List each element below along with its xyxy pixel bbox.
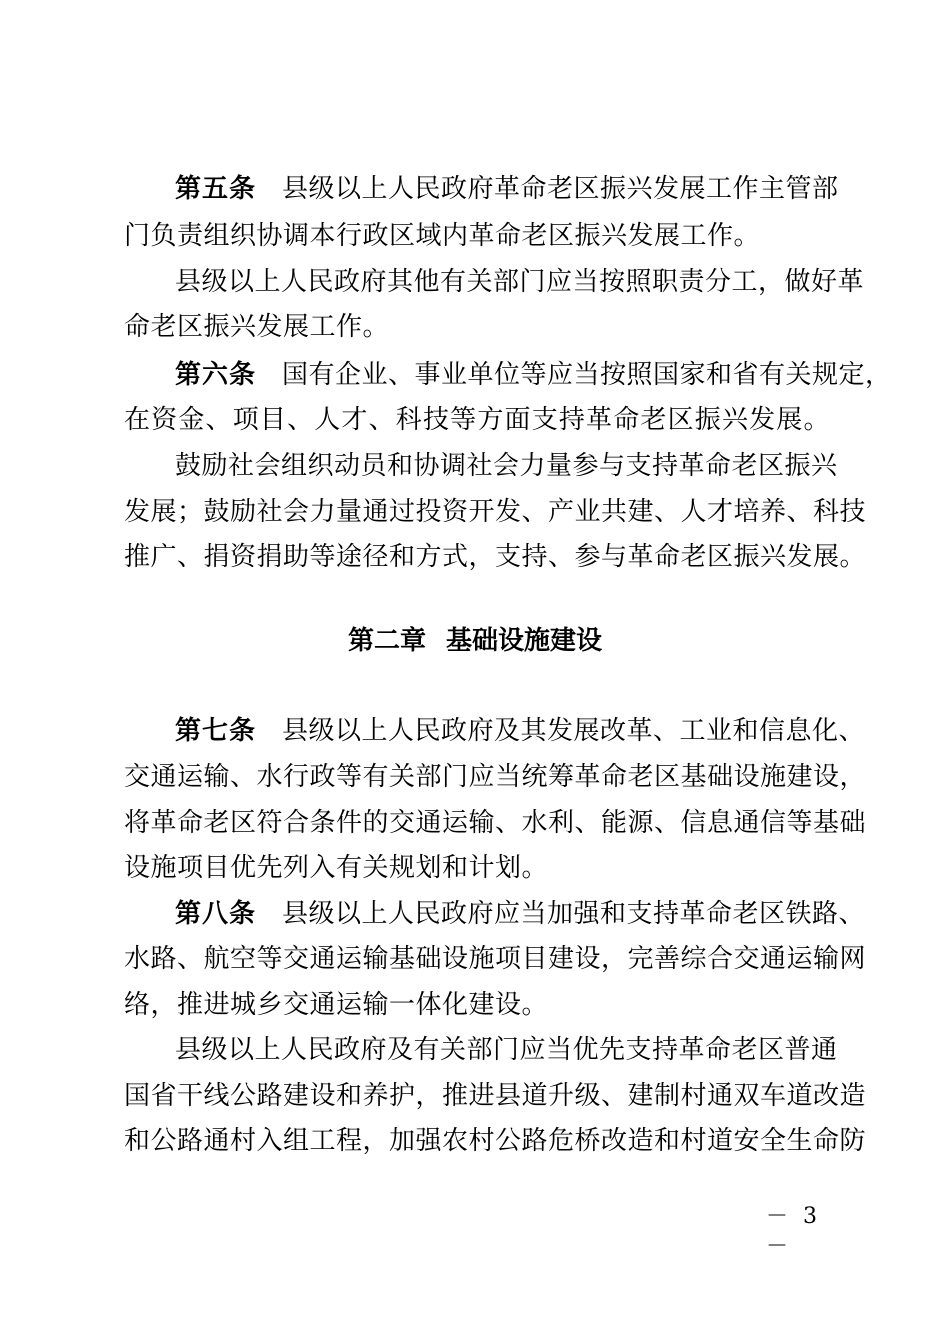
article-5-text-1: 县级以上人民政府革命老区振兴发展工作主管部 <box>282 174 839 204</box>
article-8-line-1 <box>175 897 866 931</box>
article-6-para-2-line-1: 鼓励社会组织动员和协调社会力量参与支持革命老区振兴 <box>175 451 838 481</box>
article-6-para-2-line-3: 推广、捐资捐助等途径和方式，支持、参与革命老区振兴发展。 <box>124 542 867 572</box>
article-6-title: 第六条 <box>175 360 257 390</box>
article-8-para-2-line-3: 和公路通村入组工程，加强农村公路危桥改造和村道安全生命防 <box>124 1126 867 1156</box>
article-7-line-4: 设施项目优先列入有关规划和计划。 <box>124 853 549 883</box>
article-6-text-1: 国有企业、事业单位等应当按照国家和省有关规定， <box>282 360 892 390</box>
article-8-title: 第八条 <box>175 899 257 929</box>
chapter-title: 基础设施建设 <box>446 626 603 656</box>
article-6-para-2-line-2: 发展；鼓励社会力量通过投资开发、产业共建、人才培养、科技 <box>124 497 867 527</box>
article-7-line-2: 交通运输、水行政等有关部门应当统筹革命老区基础设施建设， <box>124 762 867 792</box>
article-8-para-2-line-1: 县级以上人民政府及有关部门应当优先支持革命老区普通 <box>175 1035 838 1065</box>
article-7-title: 第七条 <box>175 716 257 746</box>
article-5-para-2-line-1: 县级以上人民政府其他有关部门应当按照职责分工，做好革 <box>175 267 865 297</box>
page-number: － 3 － <box>766 1204 821 1259</box>
article-7-text-1: 县级以上人民政府及其发展改革、工业和信息化、 <box>282 716 866 746</box>
chapter-heading <box>0 624 950 658</box>
article-7-line-1 <box>175 714 866 748</box>
chapter-number: 第二章 <box>347 626 426 656</box>
article-8-line-3: 络，推进城乡交通运输一体化建设。 <box>124 990 549 1020</box>
article-7-line-3: 将革命老区符合条件的交通运输、水利、能源、信息通信等基础 <box>124 808 867 838</box>
article-5-line-1 <box>175 172 839 206</box>
article-8-line-2: 水路、航空等交通运输基础设施项目建设，完善综合交通运输网 <box>124 944 867 974</box>
article-8-text-1: 县级以上人民政府应当加强和支持革命老区铁路、 <box>282 899 866 929</box>
article-5-title: 第五条 <box>175 174 257 204</box>
article-6-line-2: 在资金、项目、人才、科技等方面支持革命老区振兴发展。 <box>124 405 830 435</box>
article-5-line-2: 门负责组织协调本行政区域内革命老区振兴发展工作。 <box>124 221 761 251</box>
article-6-line-1 <box>175 358 892 392</box>
article-8-para-2-line-2: 国省干线公路建设和养护，推进县道升级、建制村通双车道改造 <box>124 1081 867 1111</box>
article-5-para-2-line-2: 命老区振兴发展工作。 <box>124 312 390 342</box>
